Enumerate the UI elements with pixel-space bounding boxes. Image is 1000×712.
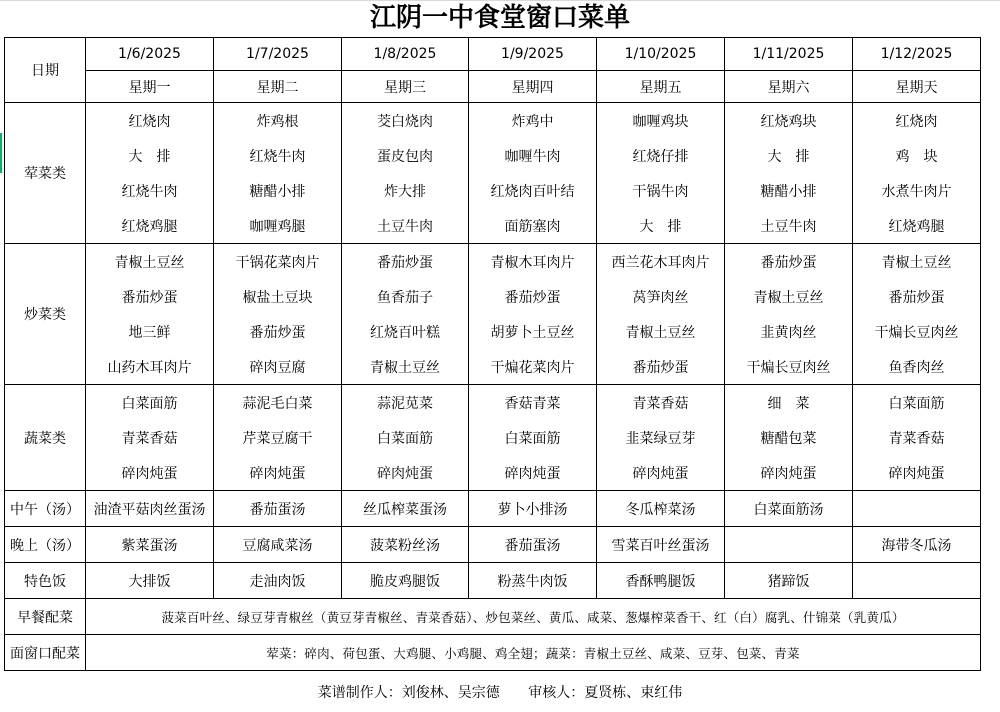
dish-cell[interactable]: 碎肉炖蛋 (342, 455, 469, 491)
footer-maker: 菜谱制作人：刘俊林、吴宗德 (317, 685, 500, 701)
dish-cell[interactable]: 蒜泥毛白菜 (214, 385, 342, 421)
special-rice-row (5, 563, 981, 599)
special-rice-cell[interactable]: 走油肉饭 (214, 563, 342, 599)
dish-cell[interactable]: 干锅牛肉 (597, 173, 725, 208)
date-cell[interactable]: 1/10/2025 (597, 38, 725, 71)
dish-cell[interactable]: 大 排 (597, 208, 725, 244)
dish-cell[interactable]: 大 排 (725, 138, 853, 173)
evening-soup-cell[interactable]: 紫菜蛋汤 (86, 527, 214, 563)
dish-cell[interactable]: 胡萝卜土豆丝 (469, 314, 597, 349)
evening-soup-row (5, 527, 981, 563)
dish-cell[interactable]: 红烧牛肉 (86, 173, 214, 208)
dish-cell[interactable]: 青椒土豆丝 (597, 314, 725, 349)
special-rice-cell[interactable]: 大排饭 (86, 563, 214, 599)
dish-cell[interactable]: 韭菜绿豆芽 (597, 420, 725, 455)
noon-soup-cell[interactable]: 白菜面筋汤 (725, 491, 853, 527)
dish-cell[interactable]: 红烧肉 (853, 103, 981, 139)
dish-cell[interactable]: 番茄炒蛋 (214, 314, 342, 349)
row-selection-marker (0, 133, 2, 173)
meat-row (5, 208, 981, 244)
menu-table (4, 37, 981, 671)
breakfast-sides-row (5, 599, 981, 635)
dish-cell[interactable]: 青椒土豆丝 (725, 279, 853, 314)
dish-cell[interactable]: 干煸长豆肉丝 (725, 349, 853, 385)
dish-cell[interactable]: 芹菜豆腐干 (214, 420, 342, 455)
dish-cell[interactable]: 青椒土豆丝 (342, 349, 469, 385)
noodle-window-sides-text[interactable]: 荤菜：碎肉、荷包蛋、大鸡腿、小鸡腿、鸡全翅；蔬菜：青椒土豆丝、咸菜、豆芽、包菜、青菜 (86, 635, 981, 671)
meat-category-label[interactable]: 荤菜类 (5, 103, 86, 244)
dish-cell[interactable]: 糖醋小排 (725, 173, 853, 208)
special-rice-label[interactable]: 特色饭 (5, 563, 86, 599)
dish-cell[interactable]: 炸鸡根 (214, 103, 342, 139)
dish-cell[interactable]: 白菜面筋 (342, 420, 469, 455)
dish-cell[interactable]: 碎肉炖蛋 (597, 455, 725, 491)
dish-cell[interactable]: 青椒土豆丝 (853, 244, 981, 280)
dish-cell[interactable]: 碎肉炖蛋 (86, 455, 214, 491)
dish-cell[interactable]: 莴笋肉丝 (597, 279, 725, 314)
evening-soup-cell[interactable]: 豆腐咸菜汤 (214, 527, 342, 563)
weekday-cell[interactable]: 星期五 (597, 71, 725, 103)
dish-cell[interactable]: 红烧鸡块 (725, 103, 853, 139)
special-rice-cell[interactable]: 脆皮鸡腿饭 (342, 563, 469, 599)
dish-cell[interactable]: 番茄炒蛋 (86, 279, 214, 314)
evening-soup-cell[interactable]: 雪菜百叶丝蛋汤 (597, 527, 725, 563)
dish-cell[interactable]: 番茄炒蛋 (725, 244, 853, 280)
dish-cell[interactable]: 炸鸡中 (469, 103, 597, 139)
meat-row (5, 138, 981, 173)
dish-cell[interactable]: 青菜香菇 (597, 385, 725, 421)
dish-cell[interactable]: 土豆牛肉 (725, 208, 853, 244)
evening-soup-cell[interactable] (725, 527, 853, 563)
noon-soup-cell[interactable]: 萝卜小排汤 (469, 491, 597, 527)
weekday-cell[interactable]: 星期六 (725, 71, 853, 103)
date-row (5, 38, 981, 71)
weekday-row (5, 71, 981, 103)
dish-cell[interactable]: 面筋塞肉 (469, 208, 597, 244)
dish-cell[interactable]: 咖喱牛肉 (469, 138, 597, 173)
dish-cell[interactable]: 碎肉炖蛋 (853, 455, 981, 491)
noodle-window-sides-label[interactable]: 面窗口配菜 (5, 635, 86, 671)
dish-cell[interactable]: 茭白烧肉 (342, 103, 469, 139)
weekday-cell[interactable]: 星期二 (214, 71, 342, 103)
date-label-cell[interactable]: 日期 (5, 38, 86, 103)
special-rice-cell[interactable] (853, 563, 981, 599)
dish-cell[interactable]: 碎肉炖蛋 (725, 455, 853, 491)
dish-cell[interactable]: 番茄炒蛋 (853, 279, 981, 314)
stirfry-row (5, 349, 981, 385)
dish-cell[interactable]: 干锅花菜肉片 (214, 244, 342, 280)
evening-soup-label[interactable]: 晚上（汤） (5, 527, 86, 563)
dish-cell[interactable]: 干煸长豆肉丝 (853, 314, 981, 349)
dish-cell[interactable]: 碎肉豆腐 (214, 349, 342, 385)
stirfry-row (5, 279, 981, 314)
dish-cell[interactable]: 青菜香菇 (853, 420, 981, 455)
dish-cell[interactable]: 红烧牛肉 (214, 138, 342, 173)
page-title: 江阴一中食堂窗口菜单 (369, 3, 630, 33)
dish-cell[interactable]: 水煮牛肉片 (853, 173, 981, 208)
veg-row (5, 420, 981, 455)
dish-cell[interactable]: 蛋皮包肉 (342, 138, 469, 173)
dish-cell[interactable]: 青椒土豆丝 (86, 244, 214, 280)
dish-cell[interactable]: 鱼香肉丝 (853, 349, 981, 385)
dish-cell[interactable]: 红烧百叶糕 (342, 314, 469, 349)
dish-cell[interactable]: 椒盐土豆块 (214, 279, 342, 314)
dish-cell[interactable]: 山药木耳肉片 (86, 349, 214, 385)
special-rice-cell[interactable]: 粉蒸牛肉饭 (469, 563, 597, 599)
dish-cell[interactable]: 大 排 (86, 138, 214, 173)
dish-cell[interactable]: 干煸花菜肉片 (469, 349, 597, 385)
dish-cell[interactable]: 白菜面筋 (469, 420, 597, 455)
veg-row (5, 455, 981, 491)
dish-cell[interactable]: 青菜香菇 (86, 420, 214, 455)
dish-cell[interactable]: 青椒木耳肉片 (469, 244, 597, 280)
dish-cell[interactable]: 碎肉炖蛋 (214, 455, 342, 491)
veg-row (5, 385, 981, 421)
date-cell[interactable]: 1/6/2025 (86, 38, 214, 71)
weekday-cell[interactable]: 星期天 (853, 71, 981, 103)
noon-soup-row (5, 491, 981, 527)
noodle-window-sides-row (5, 635, 981, 671)
noon-soup-cell[interactable]: 丝瓜榨菜蛋汤 (342, 491, 469, 527)
noon-soup-cell[interactable]: 冬瓜榨菜汤 (597, 491, 725, 527)
breakfast-sides-text[interactable]: 菠菜百叶丝、绿豆芽青椒丝（黄豆芽青椒丝、青菜香菇）、炒包菜丝、黄瓜、咸菜、葱爆榨菜香干、红（白）腐乳、什锦菜（乳黄瓜） (86, 599, 981, 635)
dish-cell[interactable]: 红烧肉 (86, 103, 214, 139)
dish-cell[interactable]: 西兰花木耳肉片 (597, 244, 725, 280)
dish-cell[interactable]: 红烧仔排 (597, 138, 725, 173)
dish-cell[interactable]: 白菜面筋 (86, 385, 214, 421)
dish-cell[interactable]: 红烧鸡腿 (86, 208, 214, 244)
dish-cell[interactable]: 糖醋小排 (214, 173, 342, 208)
dish-cell[interactable]: 糖醋包菜 (725, 420, 853, 455)
dish-cell[interactable]: 碎肉炖蛋 (469, 455, 597, 491)
dish-cell[interactable]: 细 菜 (725, 385, 853, 421)
date-cell[interactable]: 1/7/2025 (214, 38, 342, 71)
dish-cell[interactable]: 鸡 块 (853, 138, 981, 173)
dish-cell[interactable]: 鱼香茄子 (342, 279, 469, 314)
dish-cell[interactable]: 番茄炒蛋 (469, 279, 597, 314)
date-cell[interactable]: 1/9/2025 (469, 38, 597, 71)
evening-soup-cell[interactable]: 海带冬瓜汤 (853, 527, 981, 563)
noon-soup-cell[interactable]: 油渣平菇肉丝蛋汤 (86, 491, 214, 527)
dish-cell[interactable]: 韭黄肉丝 (725, 314, 853, 349)
dish-cell[interactable]: 红烧肉百叶结 (469, 173, 597, 208)
special-rice-cell[interactable]: 猪蹄饭 (725, 563, 853, 599)
meat-row (5, 173, 981, 208)
meat-row (5, 103, 981, 139)
dish-cell[interactable]: 番茄炒蛋 (342, 244, 469, 280)
weekday-cell[interactable]: 星期一 (86, 71, 214, 103)
dish-cell[interactable]: 炸大排 (342, 173, 469, 208)
dish-cell[interactable]: 土豆牛肉 (342, 208, 469, 244)
noon-soup-cell[interactable] (853, 491, 981, 527)
stirfry-row (5, 244, 981, 280)
footer (0, 678, 1000, 708)
dish-cell[interactable]: 香菇青菜 (469, 385, 597, 421)
date-cell[interactable]: 1/8/2025 (342, 38, 469, 71)
noon-soup-cell[interactable]: 番茄蛋汤 (214, 491, 342, 527)
dish-cell[interactable]: 蒜泥苋菜 (342, 385, 469, 421)
evening-soup-cell[interactable]: 番茄蛋汤 (469, 527, 597, 563)
dish-cell[interactable]: 咖喱鸡块 (597, 103, 725, 139)
date-cell[interactable]: 1/12/2025 (853, 38, 981, 71)
special-rice-cell[interactable]: 香酥鸭腿饭 (597, 563, 725, 599)
breakfast-sides-label[interactable]: 早餐配菜 (5, 599, 86, 635)
weekday-cell[interactable]: 星期三 (342, 71, 469, 103)
dish-cell[interactable]: 白菜面筋 (853, 385, 981, 421)
dish-cell[interactable]: 红烧鸡腿 (853, 208, 981, 244)
dish-cell[interactable]: 番茄炒蛋 (597, 349, 725, 385)
dish-cell[interactable]: 咖喱鸡腿 (214, 208, 342, 244)
stirfry-category-label[interactable]: 炒菜类 (5, 244, 86, 385)
noon-soup-label[interactable]: 中午（汤） (5, 491, 86, 527)
dish-cell[interactable]: 地三鲜 (86, 314, 214, 349)
date-cell[interactable]: 1/11/2025 (725, 38, 853, 71)
weekday-cell[interactable]: 星期四 (469, 71, 597, 103)
evening-soup-cell[interactable]: 菠菜粉丝汤 (342, 527, 469, 563)
veg-category-label[interactable]: 蔬菜类 (5, 385, 86, 491)
stirfry-row (5, 314, 981, 349)
footer-reviewer: 审核人：夏贤栋、束红伟 (528, 685, 683, 701)
